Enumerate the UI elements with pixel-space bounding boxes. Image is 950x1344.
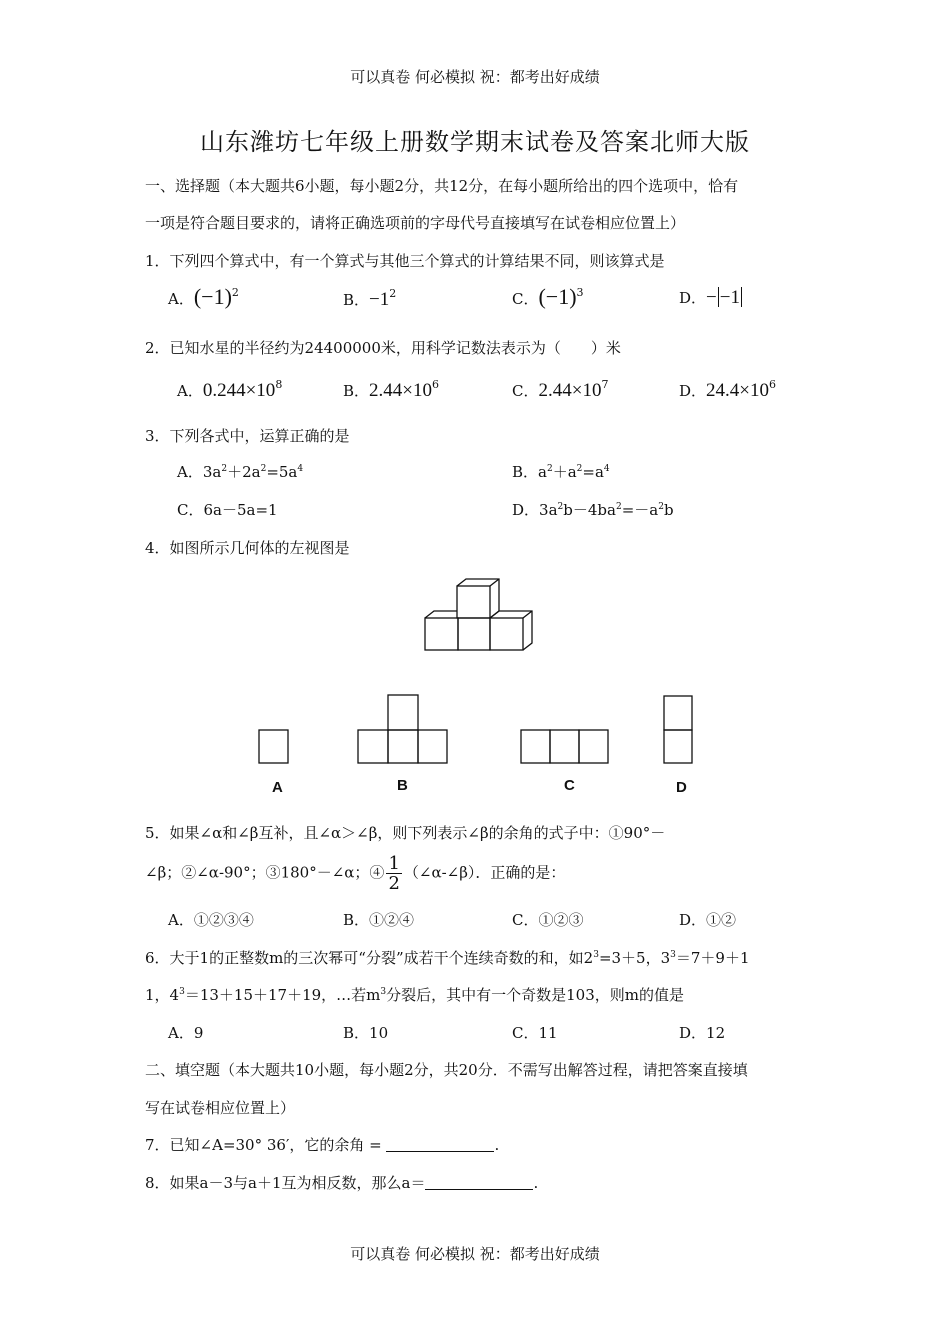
q5-line2: ∠β；②∠α-90°；③180°－∠α；④ $\frac{1}{2}$ （∠α-∠β）．正确的是：	[145, 853, 566, 894]
section2-instructions-line1: 二、填空题（本大题共10小题，每小题2分，共20分．不需写出解答过程，请把答案直接填	[145, 1061, 748, 1079]
solid-figure	[418, 578, 538, 656]
q5-option-a: A．①②③④	[168, 911, 254, 929]
page-title: 山东潍坊七年级上册数学期末试卷及答案北师大版	[200, 128, 750, 156]
q2-option-b: B．$2.44\times 10^6$	[343, 378, 439, 401]
q6-line2: 1，$4^3=13+15+17+19$，…若$m^3$分裂后，其中有一个奇数是103，则m的值是	[145, 986, 684, 1004]
q6-line1: 6．大于1的正整数m的三次幂可“分裂”成若干个连续奇数的和，如$2^3=3+5$，$3^3=7+9+1$	[145, 949, 750, 967]
q3-option-d: D．$3a^2b-4ba^2=-a^2b$	[512, 501, 674, 519]
option-c-label: C	[564, 777, 575, 794]
option-d-view	[664, 696, 692, 763]
q5-option-d: D．①②	[679, 911, 737, 929]
section1-instructions-line2: 一项是符合题目要求的，请将正确选项前的字母代号直接填写在试卷相应位置上）	[145, 214, 686, 232]
figure-top-cube-side	[457, 579, 499, 618]
figure-bottom-mid-cube	[458, 618, 490, 650]
q1-option-b: B．$-1^2$	[343, 287, 397, 310]
q6-option-b: B．10	[343, 1024, 389, 1042]
option-a-label: A	[272, 779, 283, 796]
q7: 7．已知∠A=30° 36′，它的余角 = .	[145, 1136, 500, 1154]
q6-option-a: A．9	[168, 1024, 204, 1042]
q2-option-a: A．$0.244\times 10^8$	[177, 378, 283, 401]
q8: 8．如果a－3与a＋1互为相反数，那么a＝ .	[145, 1174, 539, 1192]
figure-bottom-left-cube	[425, 618, 458, 650]
q2-option-d: D．$24.4\times 10^6$	[679, 378, 776, 401]
q8-answer-blank[interactable]	[425, 1175, 533, 1190]
page-footer: 可以真卷 何必模拟 祝：都考出好成绩	[350, 1245, 600, 1263]
option-b-label: B	[397, 777, 408, 794]
section1-instructions-line1: 一、选择题（本大题共6小题，每小题2分，共12分，在每小题所给出的四个选项中，恰有	[145, 177, 739, 195]
figure-top-cube-front	[457, 586, 490, 618]
q3-option-b: B．$a^2+a^2=a^4$	[512, 463, 610, 481]
q7-answer-blank[interactable]	[386, 1137, 494, 1152]
q3-option-a: A．$3a^2+2a^2=5a^4$	[177, 463, 304, 481]
option-a-view	[259, 730, 288, 763]
q6-option-d: D．12	[679, 1024, 726, 1042]
q4-stem: 4．如图所示几何体的左视图是	[145, 539, 350, 557]
q6-option-c: C．11	[512, 1024, 558, 1042]
view-options-figure	[250, 690, 700, 770]
option-c-view	[521, 730, 608, 763]
q1-option-c: C．$(-1)^3$	[512, 284, 584, 309]
q5-option-b: B．①②④	[343, 911, 415, 929]
q2-stem: 2．已知水星的半径约为24400000米，用科学记数法表示为（ ）米	[145, 339, 621, 357]
q1-option-a: A．$(-1)^2$	[168, 284, 239, 309]
q5-line1: 5．如果∠α和∠β互补，且∠α＞∠β，则下列表示∠β的余角的式子中：①90°－	[145, 824, 666, 842]
q3-stem: 3．下列各式中，运算正确的是	[145, 427, 350, 445]
q3-option-c: C．6a－5a=1	[177, 501, 278, 519]
figure-bottom-right-cube	[490, 618, 523, 650]
q1-stem: 1．下列四个算式中，有一个算式与其他三个算式的计算结果不同，则该算式是	[145, 252, 665, 270]
q1-option-d: D．− −1	[679, 287, 740, 308]
page-header: 可以真卷 何必模拟 祝：都考出好成绩	[350, 68, 600, 86]
section2-instructions-line2: 写在试卷相应位置上）	[145, 1099, 296, 1117]
q5-fraction: $\frac{1}{2}$	[388, 853, 400, 894]
q2-option-c: C．$2.44\times 10^7$	[512, 378, 609, 401]
option-d-label: D	[676, 779, 687, 796]
option-b-view	[358, 695, 447, 763]
q5-option-c: C．①②③	[512, 911, 584, 929]
